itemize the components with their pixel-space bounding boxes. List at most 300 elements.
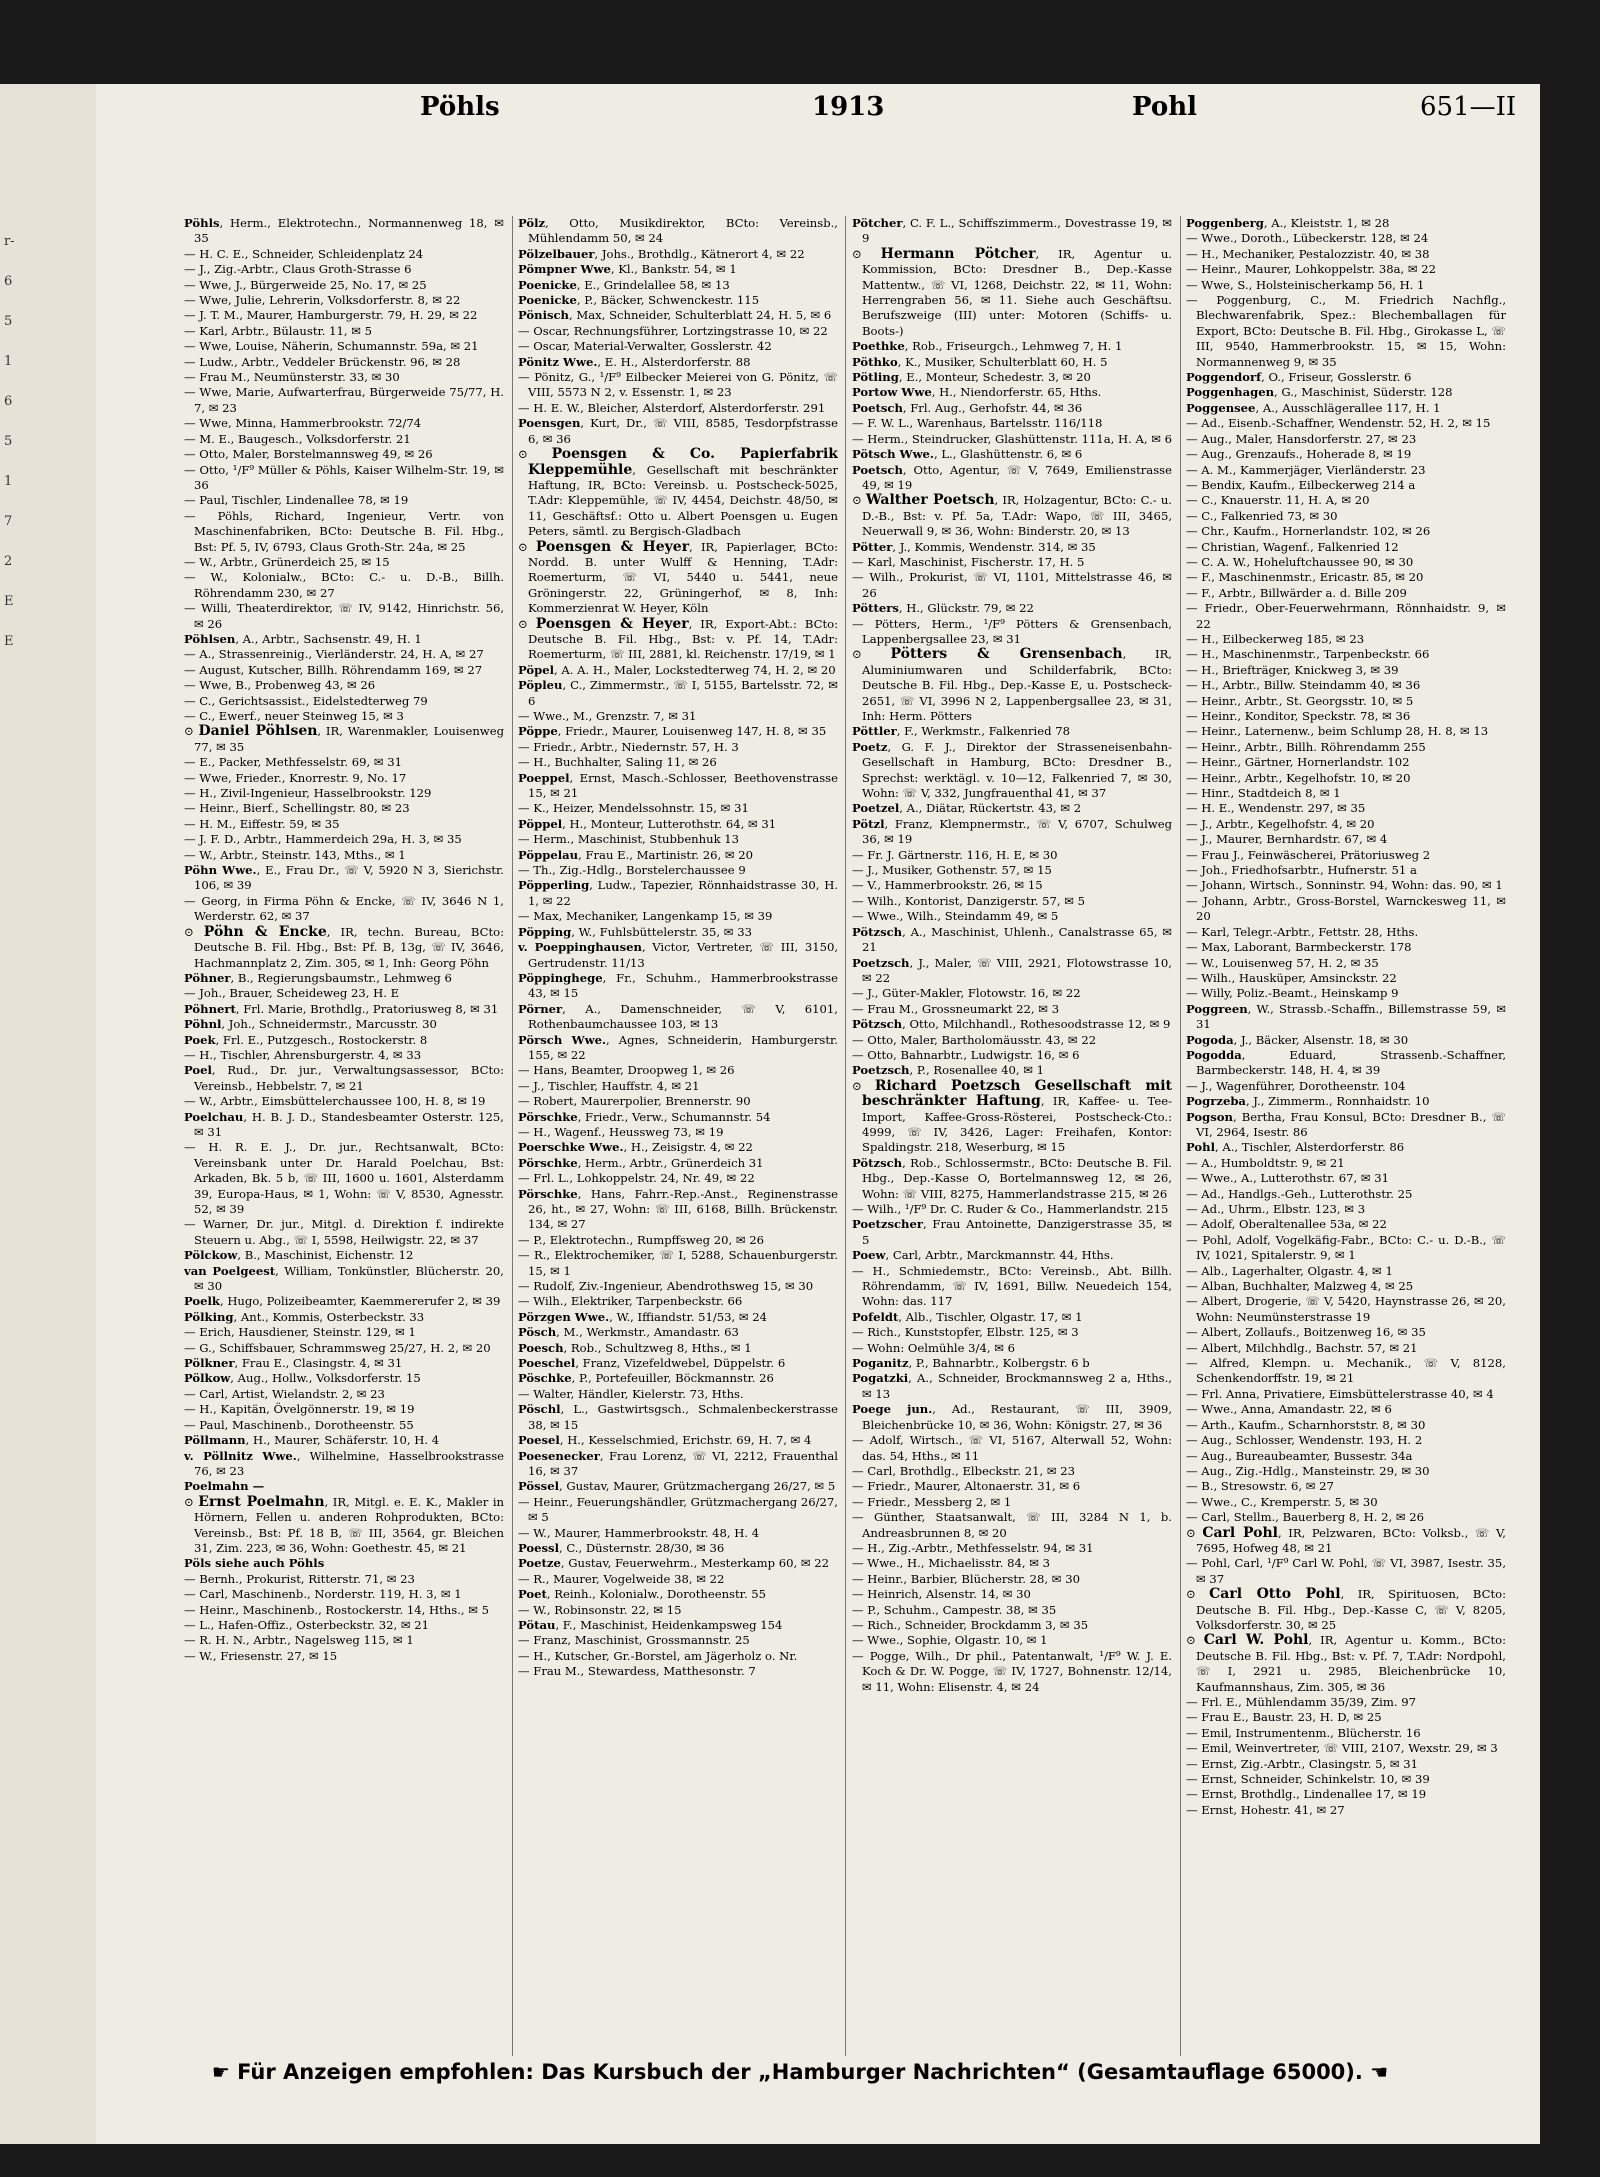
directory-entry: Pötzsch, Rob., Schlossermstr., BCto: Deutsche B. Fil. Hbg., Dep.-Kasse O, Bortelmannsweg 12, ✉ 26, Wohn: ☏ VIII, 8275, Hammerlandstrasse 215, ✉ 26 <box>852 1155 1172 1201</box>
directory-entry: Poetz, G. F. J., Direktor der Strasseneisenbahn-Gesellschaft in Hamburg, BCto: Dresdner B., Sprechst: werktägl. v. 10—12, Falkenried 7, ✉ 30, Wohn: ☏ V, 332, Jungfrauenthal 41, ✉ 37 <box>852 739 1172 801</box>
directory-entry: — J., Maurer, Bernhardstr. 67, ✉ 4 <box>1186 832 1388 847</box>
directory-entry: — Wwe, Frieder., Knorrestr. 9, No. 17 <box>184 770 407 785</box>
gutter-mark: 5 <box>4 314 13 329</box>
directory-entry: Poelchau, H. B. J. D., Standesbeamter Osterstr. 125, ✉ 31 <box>184 1109 504 1139</box>
directory-entry: ⊙ Ernst Poelmahn, IR, Mitgl. e. E. K., Makler in Hörnern, Fellen u. anderen Rohprodukten, BCto: Vereinsb., Bst: Pf. 18 B, ☏ III, 3564, gr. Bleichen 31, Zim. 223, ✉ 36, Wohn: Goethestr. 45, ✉ 21 <box>184 1493 504 1555</box>
directory-entry: ⊙ Poensgen & Heyer, IR, Papierlager, BCto: Nordd. B. unter Wulff & Henning, T.Adr: Roemerturm, ☏ VI, 5440 u. 5441, neue Gröningerstr. 22, Grüningerhof, ✉ 8, Inh: Kommerzienrat W. Heyer, Köln <box>518 538 838 616</box>
column-divider <box>845 216 846 2056</box>
directory-entry: Pömpner Wwe, Kl., Bankstr. 54, ✉ 1 <box>518 262 737 277</box>
directory-entry: — Rudolf, Ziv.-Ingenieur, Abendrothsweg 15, ✉ 30 <box>518 1279 814 1294</box>
directory-entry: Pössel, Gustav, Maurer, Grützmachergang 26/27, ✉ 5 <box>518 1479 836 1494</box>
directory-entry: — Robert, Maurerpolier, Brennerstr. 90 <box>518 1094 751 1109</box>
directory-entry: Poesel, H., Kesselschmied, Erichstr. 69, H. 7, ✉ 4 <box>518 1433 812 1448</box>
directory-entry: — J., Arbtr., Kegelhofstr. 4, ✉ 20 <box>1186 816 1375 831</box>
gutter-mark: 2 <box>4 554 13 569</box>
directory-entry: Pörschke, Friedr., Verw., Schumannstr. 54 <box>518 1109 771 1124</box>
directory-entry: — M. E., Baugesch., Volksdorferstr. 21 <box>184 431 411 446</box>
gutter-mark: 1 <box>4 354 13 369</box>
directory-entry: — V., Hammerbrookstr. 26, ✉ 15 <box>852 878 1043 893</box>
directory-entry: — Friedr., Messberg 2, ✉ 1 <box>852 1494 1012 1509</box>
directory-entry: Poetsch, Frl. Aug., Gerhofstr. 44, ✉ 36 <box>852 400 1083 415</box>
gutter-mark: r- <box>4 234 15 249</box>
directory-entry: Poggenberg, A., Kleiststr. 1, ✉ 28 <box>1186 216 1390 230</box>
directory-entry: — Wwe, J., Bürgerweide 25, No. 17, ✉ 25 <box>184 277 427 292</box>
directory-entry: — Heinr., Maschinenb., Rostockerstr. 14, Hths., ✉ 5 <box>184 1602 490 1617</box>
directory-entry: — H., Buchhalter, Saling 11, ✉ 26 <box>518 755 717 770</box>
directory-entry: — Ernst, Zig.-Arbtr., Clasingstr. 5, ✉ 31 <box>1186 1756 1419 1771</box>
directory-entry: Pöppinghege, Fr., Schuhm., Hammerbrookstrasse 43, ✉ 15 <box>518 970 838 1001</box>
directory-entry: Pöhnl, Joh., Schneidermstr., Marcusstr. 30 <box>184 1017 437 1032</box>
directory-entry: — W., Arbtr., Eimsbüttelerchaussee 100, H. 8, ✉ 19 <box>184 1094 486 1109</box>
directory-entry: — H. R. E. J., Dr. jur., Rechtsanwalt, BCto: Vereinsbank unter Dr. Harald Poelchau, Bst: Arkaden, Bk. 5 b, ☏ III, 1600 u. 1601, Alsterdamm 39, Europa-Haus, ✉ 1, Wohn: ☏ V, 8530, Agnesstr. 52, ✉ 39 <box>184 1140 504 1216</box>
directory-entry: — Johann, Wirtsch., Sonninstr. 94, Wohn: das. 90, ✉ 1 <box>1186 878 1503 893</box>
directory-entry: Pöpperling, Ludw., Tapezier, Rönnhaidstrasse 30, H. 1, ✉ 22 <box>518 878 838 908</box>
directory-entry: — Walter, Händler, Kielerstr. 73, Hths. <box>518 1386 744 1401</box>
column-3 <box>852 216 1172 2056</box>
directory-entry: Pöllmann, H., Maurer, Schäferstr. 10, H. 4 <box>184 1433 440 1448</box>
directory-entry: — P., Schuhm., Campestr. 38, ✉ 35 <box>852 1602 1057 1617</box>
directory-entry: — F. W. L., Warenhaus, Bartelsstr. 116/118 <box>852 416 1103 431</box>
directory-entry: — August, Kutscher, Billh. Röhrendamm 169, ✉ 27 <box>184 662 483 677</box>
page-header <box>96 92 1540 132</box>
directory-entry: Pölzelbauer, Johs., Brothdlg., Kätnerort 4, ✉ 22 <box>518 246 805 261</box>
footer-advertisement <box>200 2060 1400 2084</box>
directory-entry: — W., Friesenstr. 27, ✉ 15 <box>184 1648 338 1663</box>
gutter-mark: 7 <box>4 514 13 529</box>
directory-entry: — Frau M., Stewardess, Matthesonstr. 7 <box>518 1664 756 1679</box>
directory-entry: Pötzl, Franz, Klempnermstr., ☏ V, 6707, Schulweg 36, ✉ 19 <box>852 816 1172 847</box>
directory-entry: Poenicke, E., Grindelallee 58, ✉ 13 <box>518 277 730 292</box>
directory-entry: — W., Robinsonstr. 22, ✉ 15 <box>518 1602 682 1617</box>
directory-entry: Pöhls, Herm., Elektrotechn., Normannenweg 18, ✉ 35 <box>184 216 504 246</box>
directory-entry: Poetzel, A., Diätar, Rückertstr. 43, ✉ 2 <box>852 801 1082 816</box>
directory-entry: — Heinrich, Alsenstr. 14, ✉ 30 <box>852 1587 1031 1602</box>
directory-entry: Portow Wwe, H., Niendorferstr. 65, Hths. <box>852 385 1102 400</box>
directory-entry: — Oscar, Rechnungsführer, Lortzingstrasse 10, ✉ 22 <box>518 323 828 338</box>
directory-entry: Poew, Carl, Arbtr., Marckmannstr. 44, Hths. <box>852 1248 1114 1263</box>
header-left-word: Pöhls <box>420 92 500 122</box>
directory-entry: — Frl. Anna, Privatiere, Eimsbüttelerstrasse 40, ✉ 4 <box>1186 1386 1494 1401</box>
directory-entry: — Wwe., Doroth., Lübeckerstr. 128, ✉ 24 <box>1186 231 1429 246</box>
directory-entry: — Heinr., Konditor, Speckstr. 78, ✉ 36 <box>1186 709 1411 723</box>
directory-entry: — H., Zivil-Ingenieur, Hasselbrookstr. 129 <box>184 786 432 801</box>
directory-entry: v. Pöllnitz Wwe., Wilhelmine, Hasselbrookstrasse 76, ✉ 23 <box>184 1448 504 1478</box>
directory-entry: — Willy, Poliz.-Beamt., Heinskamp 9 <box>1186 986 1399 1001</box>
directory-entry: — Aug., Grenzaufs., Hoherade 8, ✉ 19 <box>1186 447 1412 462</box>
directory-entry: — Heinr., Maurer, Lohkoppelstr. 38a, ✉ 22 <box>1186 262 1437 277</box>
directory-entry: Poerschke Wwe., H., Zeisigstr. 4, ✉ 22 <box>518 1140 753 1155</box>
directory-entry: Pörzgen Wwe., W., Iffiandstr. 51/53, ✉ 24 <box>518 1309 768 1324</box>
directory-entry: ⊙ Carl Pohl, IR, Pelzwaren, BCto: Volksb., ☏ V, 7695, Hofweg 48, ✉ 21 <box>1186 1524 1506 1555</box>
directory-entry: — H., Maschinenmstr., Tarpenbeckstr. 66 <box>1186 647 1430 662</box>
directory-entry: — Wwe., C., Kremperstr. 5, ✉ 30 <box>1186 1494 1378 1509</box>
directory-entry: — A. M., Kammerjäger, Vierländerstr. 23 <box>1186 462 1426 477</box>
directory-entry: Pöppe, Friedr., Maurer, Louisenweg 147, H. 8, ✉ 35 <box>518 724 827 739</box>
directory-entry: — Otto, Maler, Borstelmannsweg 49, ✉ 26 <box>184 447 433 462</box>
directory-entry: — H. M., Eiffestr. 59, ✉ 35 <box>184 816 340 831</box>
directory-entry: Pöschl, L., Gastwirtsgsch., Schmalenbeckerstrasse 38, ✉ 15 <box>518 1402 838 1432</box>
directory-entry: Pötters, H., Glückstr. 79, ✉ 22 <box>852 601 1034 616</box>
directory-entry: — Ernst, Schneider, Schinkelstr. 10, ✉ 39 <box>1186 1772 1430 1787</box>
directory-entry: — C., Gerichtsassist., Eidelstedterweg 79 <box>184 693 428 708</box>
directory-entry: Pogrzeba, J., Zimmerm., Ronnhaidstr. 10 <box>1186 1094 1430 1109</box>
directory-entry: Poggendorf, O., Friseur, Gosslerstr. 6 <box>1186 370 1412 385</box>
directory-entry: — Christian, Wagenf., Falkenried 12 <box>1186 539 1399 554</box>
directory-entry: — Frau J., Feinwäscherei, Prätoriusweg 2 <box>1186 847 1431 862</box>
directory-entry: — W., Maurer, Hammerbrookstr. 48, H. 4 <box>518 1525 760 1540</box>
directory-entry: Pöpleu, C., Zimmermstr., ☏ I, 5155, Bartelsstr. 72, ✉ 6 <box>518 678 838 708</box>
directory-entry: — Rich., Kunststopfer, Elbstr. 125, ✉ 3 <box>852 1325 1079 1340</box>
directory-entry: — H., Tischler, Ahrensburgerstr. 4, ✉ 33 <box>184 1047 422 1062</box>
directory-entry: Poelmahn — <box>184 1479 265 1494</box>
directory-entry: — Heinr., Arbtr., Billh. Röhrendamm 255 <box>1186 739 1426 754</box>
directory-entry: — Wilh., Kontorist, Danzigerstr. 57, ✉ 5 <box>852 893 1086 908</box>
directory-entry: — Th., Zig.-Hdlg., Borstelerchaussee 9 <box>518 863 746 878</box>
footer-text: Für Anzeigen empfohlen: Das Kursbuch der „Hamburger Nachrichten“ (Gesamtauflage 65000). <box>237 2060 1363 2084</box>
directory-entry: — Johann, Arbtr., Gross-Borstel, Warnckesweg 11, ✉ 20 <box>1186 893 1506 924</box>
directory-entry: — Heinr., Barbier, Blücherstr. 28, ✉ 30 <box>852 1571 1080 1586</box>
directory-entry: — Wwe, Louise, Näherin, Schumannstr. 59a, ✉ 21 <box>184 339 479 354</box>
directory-entry: — Ernst, Brothdlg., Lindenallee 17, ✉ 19 <box>1186 1787 1427 1802</box>
directory-entry: Poel, Rud., Dr. jur., Verwaltungsassessor, BCto: Vereinsb., Hebbelstr. 7, ✉ 21 <box>184 1063 504 1093</box>
directory-entry: Pönisch, Max, Schneider, Schulterblatt 24, H. 5, ✉ 6 <box>518 308 832 323</box>
directory-entry: Poesenecker, Frau Lorenz, ☏ VI, 2212, Frauenthal 16, ✉ 37 <box>518 1448 838 1478</box>
directory-entry: — Heinr., Laternenw., beim Schlump 28, H. 8, ✉ 13 <box>1186 724 1489 739</box>
directory-entry: — Hans, Beamter, Droopweg 1, ✉ 26 <box>518 1063 735 1078</box>
directory-entry: — E., Packer, Methfesselstr. 69, ✉ 31 <box>184 755 403 770</box>
directory-entry: — Wilh., Hausküper, Amsinckstr. 22 <box>1186 970 1397 985</box>
directory-entry: — Günther, Staatsanwalt, ☏ III, 3284 N 1, b. Andreasbrunnen 8, ✉ 20 <box>852 1510 1172 1540</box>
directory-entry: — Otto, Maler, Bartholomäusstr. 43, ✉ 22 <box>852 1032 1097 1047</box>
directory-entry: — F., Maschinenmstr., Ericastr. 85, ✉ 20 <box>1186 570 1424 585</box>
directory-entry: Pöls siehe auch Pöhls <box>184 1556 325 1571</box>
directory-entry: — Heinr., Gärtner, Hornerlandstr. 102 <box>1186 755 1410 770</box>
directory-entry: — Ad., Eisenb.-Schaffner, Wendenstr. 52, H. 2, ✉ 15 <box>1186 416 1491 431</box>
directory-entry: Pöschke, P., Portefeuiller, Böckmannstr. 26 <box>518 1371 774 1386</box>
directory-entry: — Carl, Artist, Wielandstr. 2, ✉ 23 <box>184 1386 385 1401</box>
directory-entry: — Aug., Bureaubeamter, Bussestr. 34a <box>1186 1448 1413 1463</box>
directory-entry: — J., Wagenführer, Dorotheenstr. 104 <box>1186 1078 1406 1093</box>
directory-entry: — Herm., Steindrucker, Glashüttenstr. 111a, H. A, ✉ 6 <box>852 431 1172 446</box>
directory-entry: — Rich., Schneider, Brockdamm 3, ✉ 35 <box>852 1617 1089 1632</box>
directory-entry: — Carl, Maschinenb., Norderstr. 119, H. 3, ✉ 1 <box>184 1587 462 1602</box>
column-divider <box>512 216 513 2056</box>
directory-entry: Poek, Frl. E., Putzgesch., Rostockerstr. 8 <box>184 1032 428 1047</box>
directory-entry: — Wwe., M., Grenzstr. 7, ✉ 31 <box>518 709 697 723</box>
directory-entry: — Bendix, Kaufm., Eilbeckerweg 214 a <box>1186 477 1416 492</box>
directory-entry: — H., Schmiedemstr., BCto: Vereinsb., Abt. Billh. Röhrendamm, ☏ IV, 1691, Billw. Neuedeich 154, Wohn: das. 117 <box>852 1263 1172 1309</box>
directory-entry: Poelk, Hugo, Polizeibeamter, Kaemmererufer 2, ✉ 39 <box>184 1294 501 1309</box>
directory-entry: van Poelgeest, William, Tonkünstler, Blücherstr. 20, ✉ 30 <box>184 1263 504 1294</box>
directory-entry: ⊙ Poensgen & Co. Papierfabrik Kleppemühle, Gesellschaft mit beschränkter Haftung, IR, BCto: Vereinsb. u. Postscheck-5025, T.Adr: Kleppemühle, ☏ IV, 4454, Deichstr. 48/50, ✉ 11, Geschäftsf.: Otto u. Albert Poensgen u. Eugen Peters, sämtl. zu Bergisch-Gladbach <box>518 446 838 539</box>
directory-entry: Pöppel, H., Monteur, Lutterothstr. 64, ✉ 31 <box>518 816 777 831</box>
directory-entry: — Fr. J. Gärtnerstr. 116, H. E, ✉ 30 <box>852 847 1058 862</box>
directory-entry: Pölz, Otto, Musikdirektor, BCto: Vereinsb., Mühlendamm 50, ✉ 24 <box>518 216 838 246</box>
gutter-mark: 6 <box>4 274 13 289</box>
directory-entry: — Arth., Kaufm., Scharnhorststr. 8, ✉ 30 <box>1186 1417 1426 1432</box>
pointing-hand-icon: ☛ <box>211 2060 230 2084</box>
directory-entry: ⊙ Carl W. Pohl, IR, Agentur u. Komm., BCto: Deutsche B. Fil. Hbg., Bst: v. Pf. 7, T.Adr: Nordpohl, ☏ I, 2921 u. 2985, Bleichenbrücke 10, Kaufmannshaus, Zim. 305, ✉ 36 <box>1186 1632 1506 1694</box>
directory-entry: — Warner, Dr. jur., Mitgl. d. Direktion f. indirekte Steuern u. Abg., ☏ I, 5598, Heilwigstr. 22, ✉ 37 <box>184 1217 504 1247</box>
directory-entry: — Carl, Brothdlg., Elbeckstr. 21, ✉ 23 <box>852 1463 1075 1478</box>
directory-entry: Pötling, E., Monteur, Schedestr. 3, ✉ 20 <box>852 370 1091 385</box>
directory-entry: — Wwe, S., Holsteinischerkamp 56, H. 1 <box>1186 277 1425 292</box>
directory-entry: — Pönitz, G., ¹/F⁹ Eilbecker Meierei von G. Pönitz, ☏ VIII, 5573 N 2, v. Essenstr. 1, ✉ 23 <box>518 370 838 400</box>
directory-entry: — Herm., Maschinist, Stubbenhuk 13 <box>518 832 740 847</box>
directory-entry: — Alfred, Klempn. u. Mechanik., ☏ V, 8128, Schenkendorffstr. 19, ✉ 21 <box>1186 1356 1506 1386</box>
directory-entry: — Friedr., Arbtr., Niedernstr. 57, H. 3 <box>518 739 739 754</box>
directory-entry: Pörsch Wwe., Agnes, Schneiderin, Hamburgerstr. 155, ✉ 22 <box>518 1032 838 1062</box>
directory-entry: — A., Humboldtstr. 9, ✉ 21 <box>1186 1155 1345 1170</box>
directory-entry: — Joh., Brauer, Scheideweg 23, H. E <box>184 986 400 1001</box>
directory-entry: — Otto, ¹/F⁹ Müller & Pöhls, Kaiser Wilhelm-Str. 19, ✉ 36 <box>184 462 504 492</box>
directory-entry: — Ad., Handlgs.-Geh., Lutterothstr. 25 <box>1186 1186 1413 1201</box>
directory-entry: Pölkner, Frau E., Clasingstr. 4, ✉ 31 <box>184 1356 403 1371</box>
directory-entry: Pöthko, K., Musiker, Schulterblatt 60, H. 5 <box>852 354 1108 369</box>
directory-entry: — Erich, Hausdiener, Steinstr. 129, ✉ 1 <box>184 1325 416 1340</box>
directory-entry: — Ernst, Hohestr. 41, ✉ 27 <box>1186 1802 1345 1817</box>
gutter-mark: 6 <box>4 394 13 409</box>
directory-entry: Poetze, Gustav, Feuerwehrm., Mesterkamp 60, ✉ 22 <box>518 1556 830 1571</box>
directory-entry: — H., Arbtr., Billw. Steindamm 40, ✉ 36 <box>1186 678 1421 693</box>
directory-entry: Pörschke, Herm., Arbtr., Grünerdeich 31 <box>518 1155 764 1170</box>
directory-entry: — Pohl, Adolf, Vogelkäfig-Fabr., BCto: C.- u. D.-B., ☏ IV, 1021, Spitalerstr. 9, ✉ 1 <box>1186 1232 1506 1263</box>
directory-entry: — Heinr., Arbtr., Kegelhofstr. 10, ✉ 20 <box>1186 770 1411 785</box>
directory-entry: Poessl, C., Düsternstr. 28/30, ✉ 36 <box>518 1540 725 1555</box>
directory-entry: — Oscar, Material-Verwalter, Gosslerstr. 42 <box>518 339 772 354</box>
directory-entry: Pogoda, J., Bäcker, Alsenstr. 18, ✉ 30 <box>1186 1032 1409 1047</box>
directory-entry: Pöppelau, Frau E., Martinistr. 26, ✉ 20 <box>518 847 754 862</box>
directory-entry: Pöpping, W., Fuhlsbüttelerstr. 35, ✉ 33 <box>518 924 752 939</box>
directory-entry: — Hinr., Stadtdeich 8, ✉ 1 <box>1186 786 1341 801</box>
directory-entry: — Max, Mechaniker, Langenkamp 15, ✉ 39 <box>518 909 773 924</box>
directory-entry: — Adolf, Wirtsch., ☏ VI, 5167, Alterwall 52, Wohn: das. 54, Hths., ✉ 11 <box>852 1433 1172 1463</box>
gutter-mark: E <box>4 594 14 609</box>
directory-entry: — Wilh., Elektriker, Tarpenbeckstr. 66 <box>518 1294 743 1309</box>
directory-entry: — J., Zig.-Arbtr., Claus Groth-Strasse 6 <box>184 262 412 277</box>
column-4 <box>1186 216 1506 2056</box>
directory-entry: — H., Kapitän, Övelgönnerstr. 19, ✉ 19 <box>184 1402 415 1417</box>
directory-entry: — Aug., Maler, Hansdorferstr. 27, ✉ 23 <box>1186 431 1417 446</box>
directory-entry: — Albert, Drogerie, ☏ V, 5420, Haynstrasse 26, ✉ 20, Wohn: Neumünsterstrasse 19 <box>1186 1294 1506 1324</box>
directory-entry: Pölkow, Aug., Hollw., Volksdorferstr. 15 <box>184 1371 421 1386</box>
directory-entry: — Albert, Milchhdlg., Bachstr. 57, ✉ 21 <box>1186 1340 1418 1355</box>
directory-entry: — Pöhls, Richard, Ingenieur, Vertr. von Maschinenfabriken, BCto: Deutsche B. Fil. Hbg., Bst: Pf. 5, IV, 6793, Claus Groth-Str. 24a, ✉ 25 <box>184 508 504 554</box>
directory-entry: ⊙ Richard Poetzsch Gesellschaft mit beschränkter Haftung, IR, Kaffee- u. Tee-Import, Kaffee-Gross-Rösterei, Postscheck-Cto.: 4999, ☏ IV, 3426, Lager: Freihafen, Kontor: Spaldingstr. 218, Weserburg, ✉ 15 <box>852 1077 1172 1155</box>
directory-entry: — Poggenburg, C., M. Friedrich Nachflg., Blechwarenfabrik, Spez.: Blechemballagen für Export, BCto: Deutsche B. Fil. Hbg., Girokasse L, ☏ III, 9540, Hammerbrookstr. 15, ✉ 15, Wohn: Normannenweg 9, ✉ 35 <box>1186 293 1506 369</box>
directory-entry: Poetzsch, J., Maler, ☏ VIII, 2921, Flotowstrasse 10, ✉ 22 <box>852 955 1172 985</box>
pointing-hand-icon: ☚ <box>1370 2060 1389 2084</box>
directory-entry: Poggreen, W., Strassb.-Schaffn., Billemstrasse 59, ✉ 31 <box>1186 1001 1506 1032</box>
directory-entry: — P., Elektrotechn., Rumpffsweg 20, ✉ 26 <box>518 1232 764 1247</box>
directory-entry: — Ad., Uhrm., Elbstr. 123, ✉ 3 <box>1186 1202 1366 1216</box>
directory-entry: — J., Tischler, Hauffstr. 4, ✉ 21 <box>518 1078 700 1093</box>
directory-entry: ⊙ Carl Otto Pohl, IR, Spirituosen, BCto: Deutsche B. Fil. Hbg., Dep.-Kasse C, ☏ V, 8205, Volksdorferstr. 30, ✉ 25 <box>1186 1586 1506 1632</box>
directory-entry: Pofeldt, Alb., Tischler, Olgastr. 17, ✉ 1 <box>852 1309 1083 1324</box>
directory-entry: Pölking, Ant., Kommis, Osterbeckstr. 33 <box>184 1309 425 1324</box>
directory-entry: — H. E., Wendenstr. 297, ✉ 35 <box>1186 801 1366 816</box>
directory-entry: — Frl. E., Mühlendamm 35/39, Zim. 97 <box>1186 1695 1416 1709</box>
directory-entry: — Wilh., ¹/F⁹ Dr. C. Ruder & Co., Hammerlandstr. 215 <box>852 1202 1169 1216</box>
directory-entry: Poethke, Rob., Friseurgch., Lehmweg 7, H. 1 <box>852 339 1123 354</box>
directory-entry: — Joh., Friedhofsarbtr., Hufnerstr. 51 a <box>1186 863 1417 878</box>
column-2 <box>518 216 838 2056</box>
directory-entry: Pötter, J., Kommis, Wendenstr. 314, ✉ 35 <box>852 539 1096 554</box>
directory-entry: Poeschel, Franz, Vizefeldwebel, Düppelstr. 6 <box>518 1356 786 1371</box>
directory-entry: — Carl, Stellm., Bauerberg 8, H. 2, ✉ 26 <box>1186 1510 1424 1525</box>
directory-entry: — R., Maurer, Vogelweide 38, ✉ 22 <box>518 1571 725 1586</box>
directory-entry: — Wohn: Oelmühle 3/4, ✉ 6 <box>852 1340 1015 1355</box>
directory-entry: ⊙ Hermann Pötcher, IR, Agentur u. Kommission, BCto: Dresdner B., Dep.-Kasse Mattentw., ☏ VI, 1268, Deichstr. 22, ✉ 11, Wohn: Herrengraben 56, ✉ 11. Siehe auch Geschäftsu. Berufszweige (III) unter: Motoren (Schiffs- u. Boots-) <box>852 245 1172 338</box>
directory-entry: — Albert, Zollaufs., Boitzenweg 16, ✉ 35 <box>1186 1325 1426 1340</box>
directory-entry: Pöhner, B., Regierungsbaumstr., Lehmweg 6 <box>184 970 452 985</box>
directory-entry: — Pötters, Herm., ¹/F⁹ Pötters & Grensenbach, Lappenbergsallee 23, ✉ 31 <box>852 616 1172 646</box>
directory-entry: — L., Hafen-Offiz., Osterbeckstr. 32, ✉ 21 <box>184 1617 430 1632</box>
directory-entry: — Georg, in Firma Pöhn & Encke, ☏ IV, 3646 N 1, Werderstr. 62, ✉ 37 <box>184 893 504 924</box>
directory-entry: Pöhn Wwe., E., Frau Dr., ☏ V, 5920 N 3, Sierichstr. 106, ✉ 39 <box>184 863 504 893</box>
directory-entry: — Franz, Maschinist, Grossmannstr. 25 <box>518 1633 750 1648</box>
directory-entry: — C., Knauerstr. 11, H. A, ✉ 20 <box>1186 493 1370 508</box>
directory-entry: — Ludw., Arbtr., Veddeler Brückenstr. 96, ✉ 28 <box>184 354 461 369</box>
directory-entry: Poesch, Rob., Schultzweg 8, Hths., ✉ 1 <box>518 1340 752 1355</box>
directory-entry: — J. T. M., Maurer, Hamburgerstr. 79, H. 29, ✉ 22 <box>184 308 478 323</box>
directory-entry: Poggenhagen, G., Maschinist, Süderstr. 128 <box>1186 385 1453 400</box>
directory-entry: — Paul, Tischler, Lindenallee 78, ✉ 19 <box>184 493 409 508</box>
directory-entry: — J., Güter-Makler, Flotowstr. 16, ✉ 22 <box>852 986 1081 1001</box>
directory-entry: Poenicke, P., Bäcker, Schwenckestr. 115 <box>518 293 760 308</box>
directory-entry: — Aug., Schlosser, Wendenstr. 193, H. 2 <box>1186 1433 1423 1448</box>
directory-entry: — Adolf, Oberaltenallee 53a, ✉ 22 <box>1186 1217 1387 1232</box>
directory-entry: — Bernh., Prokurist, Ritterstr. 71, ✉ 23 <box>184 1571 415 1586</box>
directory-entry: — H., Eilbeckerweg 185, ✉ 23 <box>1186 631 1365 646</box>
directory-entry: Poetzscher, Frau Antoinette, Danzigerstrasse 35, ✉ 5 <box>852 1217 1172 1247</box>
directory-entry: Pöttler, F., Werkmstr., Falkenried 78 <box>852 724 1070 739</box>
directory-entry: — W., Louisenweg 57, H. 2, ✉ 35 <box>1186 955 1379 970</box>
directory-entry: — Karl, Arbtr., Bülaustr. 11, ✉ 5 <box>184 323 373 338</box>
directory-entry: Pötau, F., Maschinist, Heidenkampsweg 154 <box>518 1617 783 1632</box>
directory-entry: — Wwe., Wilh., Steindamm 49, ✉ 5 <box>852 909 1059 924</box>
directory-entry: Poetzsch, P., Rosenallee 40, ✉ 1 <box>852 1063 1044 1078</box>
directory-entry: — Heinr., Bierf., Schellingstr. 80, ✉ 23 <box>184 801 410 816</box>
directory-entry: Pohl, A., Tischler, Alsterdorferstr. 86 <box>1186 1140 1405 1155</box>
directory-entry: — Frau E., Baustr. 23, H. D, ✉ 25 <box>1186 1710 1382 1725</box>
directory-entry: — C., Ewerf., neuer Steinweg 15, ✉ 3 <box>184 709 404 723</box>
directory-entry: — Wwe, Minna, Hammerbrookstr. 72/74 <box>184 416 422 431</box>
directory-entry: Pöhnert, Frl. Marie, Brothdlg., Pratoriusweg 8, ✉ 31 <box>184 1001 499 1016</box>
directory-entry: Pölckow, B., Maschinist, Eichenstr. 12 <box>184 1248 414 1263</box>
directory-entry: ⊙ Daniel Pöhlsen, IR, Warenmakler, Louisenweg 77, ✉ 35 <box>184 723 504 754</box>
directory-entry: — Friedr., Ober-Feuerwehrmann, Rönnhaidstr. 9, ✉ 22 <box>1186 601 1506 631</box>
directory-entry: — Pogge, Wilh., Dr phil., Patentanwalt, ¹/F⁹ W. J. E. Koch & Dr. W. Pogge, ☏ IV, 1727, Bohnenstr. 12/14, ✉ 11, Wohn: Elisenstr. 4, ✉ 24 <box>852 1648 1172 1694</box>
directory-entry: Pötsch Wwe., L., Glashüttenstr. 6, ✉ 6 <box>852 447 1083 462</box>
directory-entry: — Karl, Telegr.-Arbtr., Fettstr. 28, Hths. <box>1186 924 1419 939</box>
directory-entry: Pogodda, Eduard, Strassenb.-Schaffner, Barmbeckerstr. 148, H. 4, ✉ 39 <box>1186 1047 1506 1078</box>
directory-entry: — Otto, Bahnarbtr., Ludwigstr. 16, ✉ 6 <box>852 1047 1080 1062</box>
directory-entry: — Wilh., Prokurist, ☏ VI, 1101, Mittelstrasse 46, ✉ 26 <box>852 570 1172 600</box>
directory-entry: — H. E. W., Bleicher, Alsterdorf, Alsterdorferstr. 291 <box>518 400 826 415</box>
directory-entry: — Frau M., Grossneumarkt 22, ✉ 3 <box>852 1001 1060 1016</box>
directory-entry: — K., Heizer, Mendelssohnstr. 15, ✉ 31 <box>518 801 749 816</box>
directory-entry: — J. F. D., Arbtr., Hammerdeich 29a, H. 3, ✉ 35 <box>184 832 462 847</box>
directory-entry: ⊙ Pötters & Grensenbach, IR, Aluminiumwaren und Schilderfabrik, BCto: Deutsche B. Fil. Hbg., Dep.-Kasse E, u. Postscheck-2651, ☏ VI, 3996 N 2, Lappenbergsallee 23, ✉ 31, Inh: Herm. Pötters <box>852 646 1172 723</box>
directory-entry: — Max, Laborant, Barmbeckerstr. 178 <box>1186 940 1412 955</box>
directory-entry: Pönitz Wwe., E. H., Alsterdorferstr. 88 <box>518 354 751 369</box>
directory-entry: — Chr., Kaufm., Hornerlandstr. 102, ✉ 26 <box>1186 524 1431 539</box>
directory-entry: Poetsch, Otto, Agentur, ☏ V, 7649, Emilienstrasse 49, ✉ 19 <box>852 462 1172 492</box>
directory-entry: Pogson, Bertha, Frau Konsul, BCto: Dresdner B., ☏ VI, 2964, Isestr. 86 <box>1186 1109 1506 1139</box>
directory-entry: — H., Mechaniker, Pestalozzistr. 40, ✉ 38 <box>1186 246 1430 261</box>
directory-entry: Pogatzki, A., Schneider, Brockmannsweg 2 a, Hths., ✉ 13 <box>852 1371 1172 1401</box>
directory-entry: — J., Musiker, Gothenstr. 57, ✉ 15 <box>852 863 1052 878</box>
header-right-word: Pohl <box>1132 92 1197 122</box>
directory-entry: — Frl. L., Lohkoppelstr. 24, Nr. 49, ✉ 22 <box>518 1171 755 1186</box>
directory-entry: Pötcher, C. F. L., Schiffszimmerm., Dovestrasse 19, ✉ 9 <box>852 216 1172 246</box>
gutter-mark: 1 <box>4 474 13 489</box>
directory-entry: — R., Elektrochemiker, ☏ I, 5288, Schauenburgerstr. 15, ✉ 1 <box>518 1248 838 1278</box>
gutter-mark: E <box>4 634 14 649</box>
directory-entry: — H., Briefträger, Knickweg 3, ✉ 39 <box>1186 662 1399 677</box>
directory-entry: Poet, Reinh., Kolonialw., Dorotheenstr. 55 <box>518 1587 767 1602</box>
directory-entry: — Wwe., Anna, Amandastr. 22, ✉ 6 <box>1186 1402 1392 1417</box>
directory-entry: — B., Stresowstr. 6, ✉ 27 <box>1186 1479 1334 1494</box>
directory-entry: — H. C. E., Schneider, Schleidenplatz 24 <box>184 246 424 261</box>
directory-entry: — Wwe., H., Michaelisstr. 84, ✉ 3 <box>852 1556 1051 1571</box>
directory-entry: — Wwe, Marie, Aufwarterfrau, Bürgerweide 75/77, H. 7, ✉ 23 <box>184 385 504 415</box>
directory-entry: Poggensee, A., Ausschlägerallee 117, H. 1 <box>1186 400 1441 415</box>
directory-entry: — Alb., Lagerhalter, Olgastr. 4, ✉ 1 <box>1186 1263 1393 1278</box>
directory-entry: — Emil, Weinvertreter, ☏ VIII, 2107, Wexstr. 29, ✉ 3 <box>1186 1741 1498 1756</box>
directory-entry: — R. H. N., Arbtr., Nagelsweg 115, ✉ 1 <box>184 1633 414 1648</box>
directory-entry: Poege jun., Ad., Restaurant, ☏ III, 3909, Bleichenbrücke 10, ✉ 36, Wohn: Königstr. 27, ✉ 36 <box>852 1402 1172 1432</box>
directory-entry: — Friedr., Maurer, Altonaerstr. 31, ✉ 6 <box>852 1479 1081 1494</box>
directory-entry: — H., Kutscher, Gr.-Borstel, am Jägerholz o. Nr. <box>518 1648 798 1663</box>
directory-entry: — Heinr., Arbtr., St. Georgsstr. 10, ✉ 5 <box>1186 693 1414 708</box>
gutter-mark: 5 <box>4 434 13 449</box>
directory-entry: Pöhlsen, A., Arbtr., Sachsenstr. 49, H. 1 <box>184 631 422 646</box>
directory-entry: — Alban, Buchhalter, Malzweg 4, ✉ 25 <box>1186 1279 1414 1294</box>
directory-entry: — A., Strassenreinig., Vierländerstr. 24, H. A, ✉ 27 <box>184 647 484 662</box>
directory-entry: — Wwe., A., Lutterothstr. 67, ✉ 31 <box>1186 1171 1389 1186</box>
directory-entry: — Paul, Maschinenb., Dorotheenstr. 55 <box>184 1417 414 1432</box>
directory-entry: — C., Falkenried 73, ✉ 30 <box>1186 508 1338 523</box>
directory-entry: — Wwe, Julie, Lehrerin, Volksdorferstr. 8, ✉ 22 <box>184 293 461 308</box>
directory-entry: — Karl, Maschinist, Fischerstr. 17, H. 5 <box>852 554 1085 569</box>
directory-entry: — W., Arbtr., Steinstr. 143, Mths., ✉ 1 <box>184 847 406 862</box>
column-1 <box>184 216 504 2056</box>
directory-entry: v. Poeppinghausen, Victor, Vertreter, ☏ III, 3150, Gertrudenstr. 11/13 <box>518 940 838 970</box>
directory-entry: Pörschke, Hans, Fahrr.-Rep.-Anst., Reginenstrasse 26, ht., ✉ 27, Wohn: ☏ III, 6168, Billh. Brückenstr. 134, ✉ 27 <box>518 1186 838 1232</box>
directory-entry: — C. A. W., Hoheluftchaussee 90, ✉ 30 <box>1186 554 1414 569</box>
directory-entry: Pösch, M., Werkmstr., Amandastr. 63 <box>518 1325 739 1340</box>
directory-entry: — Frau M., Neumünsterstr. 33, ✉ 30 <box>184 370 400 385</box>
directory-entry: Poganitz, P., Bahnarbtr., Kolbergstr. 6 b <box>852 1356 1090 1371</box>
directory-entry: — Aug., Zig.-Hdlg., Mansteinstr. 29, ✉ 30 <box>1186 1463 1430 1478</box>
directory-entry: — Pohl, Carl, ¹/F⁹ Carl W. Pohl, ☏ VI, 3987, Isestr. 35, ✉ 37 <box>1186 1556 1506 1586</box>
directory-entry: ⊙ Walther Poetsch, IR, Holzagentur, BCto: C.- u. D.-B., Bst: v. Pf. 5a, T.Adr: Wapo, ☏ III, 3465, Neuerwall 9, ✉ 36, Wohn: Binderstr. 20, ✉ 13 <box>852 492 1172 539</box>
directory-entry: ⊙ Pöhn & Encke, IR, techn. Bureau, BCto: Deutsche B. Fil. Hbg., Bst: Pf. B, 13g, ☏ IV, 3646, Hachmannplatz 2, Zim. 305, ✉ 1, Inh: Georg Pöhn <box>184 923 504 970</box>
directory-entry: Pötzsch, A., Maschinist, Uhlenh., Canalstrasse 65, ✉ 21 <box>852 924 1172 955</box>
directory-entry: — G., Schiffsbauer, Schrammsweg 25/27, H. 2, ✉ 20 <box>184 1340 491 1355</box>
directory-entry: — Emil, Instrumentenm., Blücherstr. 16 <box>1186 1725 1421 1740</box>
directory-entry: ⊙ Poensgen & Heyer, IR, Export-Abt.: BCto: Deutsche B. Fil. Hbg., Bst: v. Pf. 14, T.Adr: Roemerturm, ☏ III, 2881, kl. Reichenstr. 17/19, ✉ 1 <box>518 615 838 662</box>
page-number: 651—II <box>1420 92 1517 122</box>
directory-entry: Pörner, A., Damenschneider, ☏ V, 6101, Rothenbaumchaussee 103, ✉ 13 <box>518 1001 838 1032</box>
directory-entry: Pötzsch, Otto, Milchhandl., Rothesoodstrasse 12, ✉ 9 <box>852 1017 1171 1032</box>
directory-entry: Poeppel, Ernst, Masch.-Schlosser, Beethovenstrasse 15, ✉ 21 <box>518 770 838 801</box>
directory-entry: — Heinr., Feuerungshändler, Grützmachergang 26/27, ✉ 5 <box>518 1494 838 1525</box>
directory-entry: — Willi, Theaterdirektor, ☏ IV, 9142, Hinrichstr. 56, ✉ 26 <box>184 601 504 631</box>
directory-entry: — Wwe., Sophie, Olgastr. 10, ✉ 1 <box>852 1633 1048 1648</box>
